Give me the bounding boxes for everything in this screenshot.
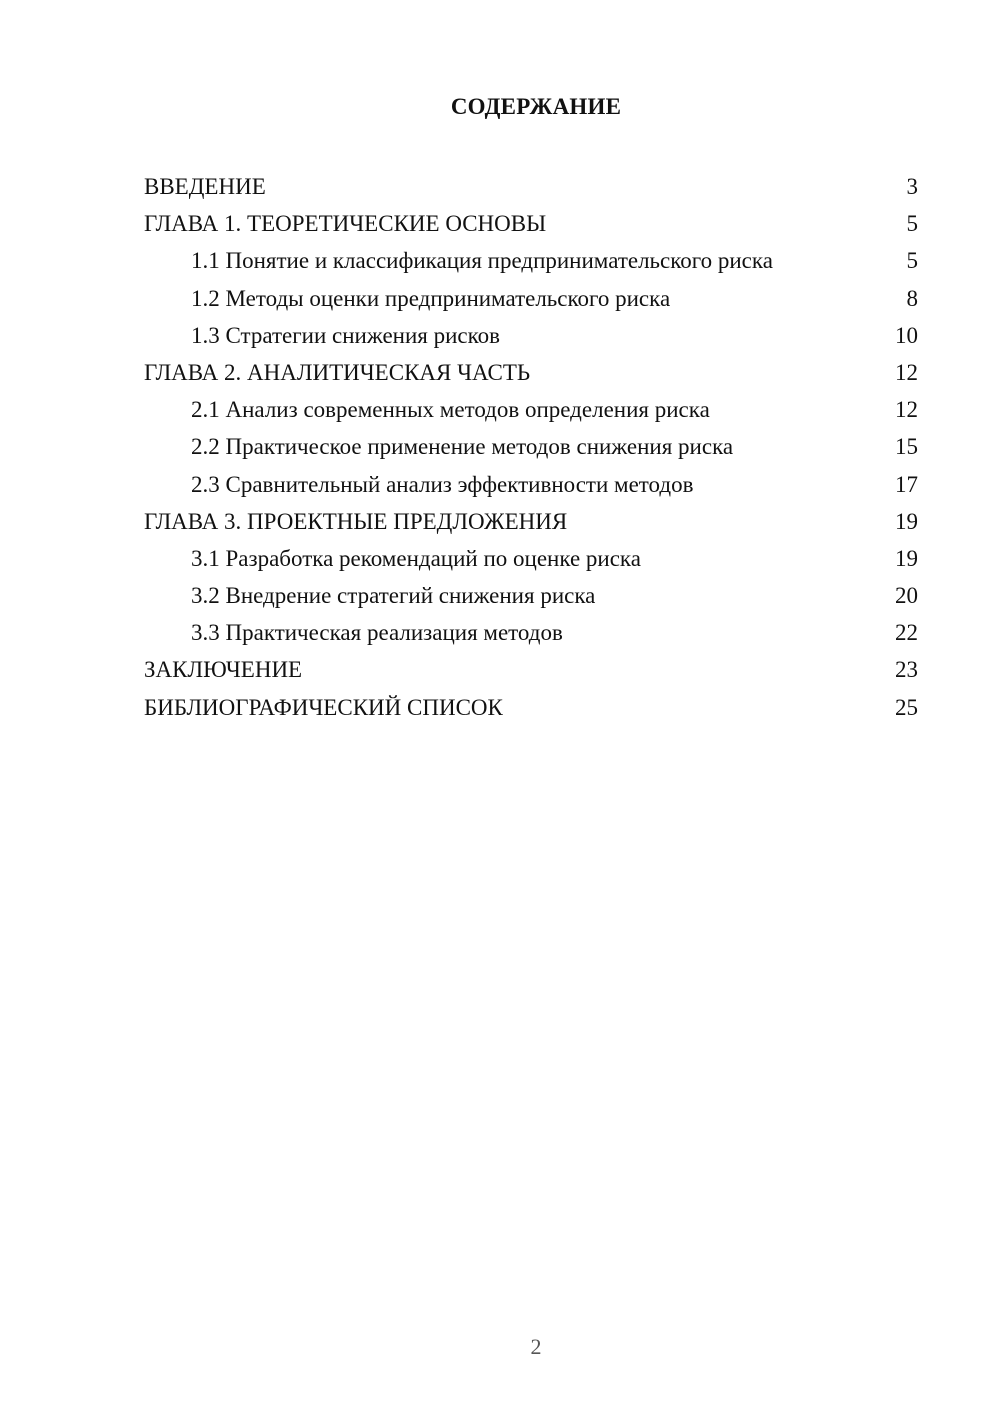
toc-entry-page: 15 [895, 434, 918, 460]
toc-entry-label: ГЛАВА 1. ТЕОРЕТИЧЕСКИЕ ОСНОВЫ [144, 211, 547, 237]
page-title: СОДЕРЖАНИЕ [450, 94, 622, 119]
toc-entry-page: 5 [906, 211, 918, 237]
toc-entry-chapter-1 [144, 205, 918, 242]
toc-entry-chapter-3 [144, 503, 918, 540]
toc-entry-label: 2.1 Анализ современных методов определения риска [191, 397, 710, 423]
toc-entry-label: 3.2 Внедрение стратегий снижения риска [191, 583, 596, 609]
toc-entry-chapter-2 [144, 354, 918, 391]
page-number: 2 [530, 1334, 542, 1359]
toc-entry-page: 20 [895, 583, 918, 609]
toc-entry-page: 19 [895, 508, 918, 534]
toc-entry-label: 1.3 Стратегии снижения рисков [191, 322, 500, 348]
toc-entry-label: 1.2 Методы оценки предпринимательского риска [191, 285, 671, 311]
toc-entry-section-2-2 [144, 428, 918, 465]
toc-entry-page: 17 [895, 471, 918, 497]
toc-entry-section-1-2 [144, 280, 918, 317]
toc-entry-page: 12 [895, 359, 918, 385]
toc-entry-label: ГЛАВА 2. АНАЛИТИЧЕСКАЯ ЧАСТЬ [144, 359, 531, 385]
toc-entry-label: ЗАКЛЮЧЕНИЕ [144, 657, 303, 683]
table-of-contents [144, 168, 918, 726]
toc-entry-label: 1.1 Понятие и классификация предпринимательского риска [191, 248, 773, 274]
toc-entry-section-3-3 [144, 614, 918, 651]
toc-entry-label: ГЛАВА 3. ПРОЕКТНЫЕ ПРЕДЛОЖЕНИЯ [144, 508, 568, 534]
toc-entry-label: БИБЛИОГРАФИЧЕСКИЙ СПИСОК [144, 694, 503, 720]
toc-entry-introduction [144, 168, 918, 205]
toc-entry-label: 2.3 Сравнительный анализ эффективности методов [191, 471, 694, 497]
toc-entry-bibliography [144, 689, 918, 726]
toc-entry-page: 5 [906, 248, 918, 274]
toc-entry-section-2-3 [144, 466, 918, 503]
toc-entry-label: 3.1 Разработка рекомендаций по оценке риска [191, 545, 641, 571]
toc-entry-label: ВВЕДЕНИЕ [144, 174, 266, 199]
toc-entry-page: 12 [895, 397, 918, 423]
toc-entry-section-3-1 [144, 540, 918, 577]
toc-entry-page: 19 [895, 545, 918, 571]
toc-entry-section-1-1 [144, 242, 918, 279]
toc-entry-page: 10 [895, 322, 918, 348]
toc-entry-label: 2.2 Практическое применение методов снижения риска [191, 434, 734, 460]
toc-entry-page: 23 [895, 657, 918, 683]
toc-entry-page: 3 [906, 174, 918, 199]
toc-entry-page: 22 [895, 620, 918, 646]
toc-entry-label: 3.3 Практическая реализация методов [191, 620, 563, 646]
toc-entry-page: 25 [895, 694, 918, 720]
toc-entry-section-3-2 [144, 577, 918, 614]
toc-entry-section-1-3 [144, 317, 918, 354]
toc-entry-section-2-1 [144, 391, 918, 428]
toc-entry-conclusion [144, 651, 918, 688]
toc-entry-page: 8 [906, 285, 918, 311]
